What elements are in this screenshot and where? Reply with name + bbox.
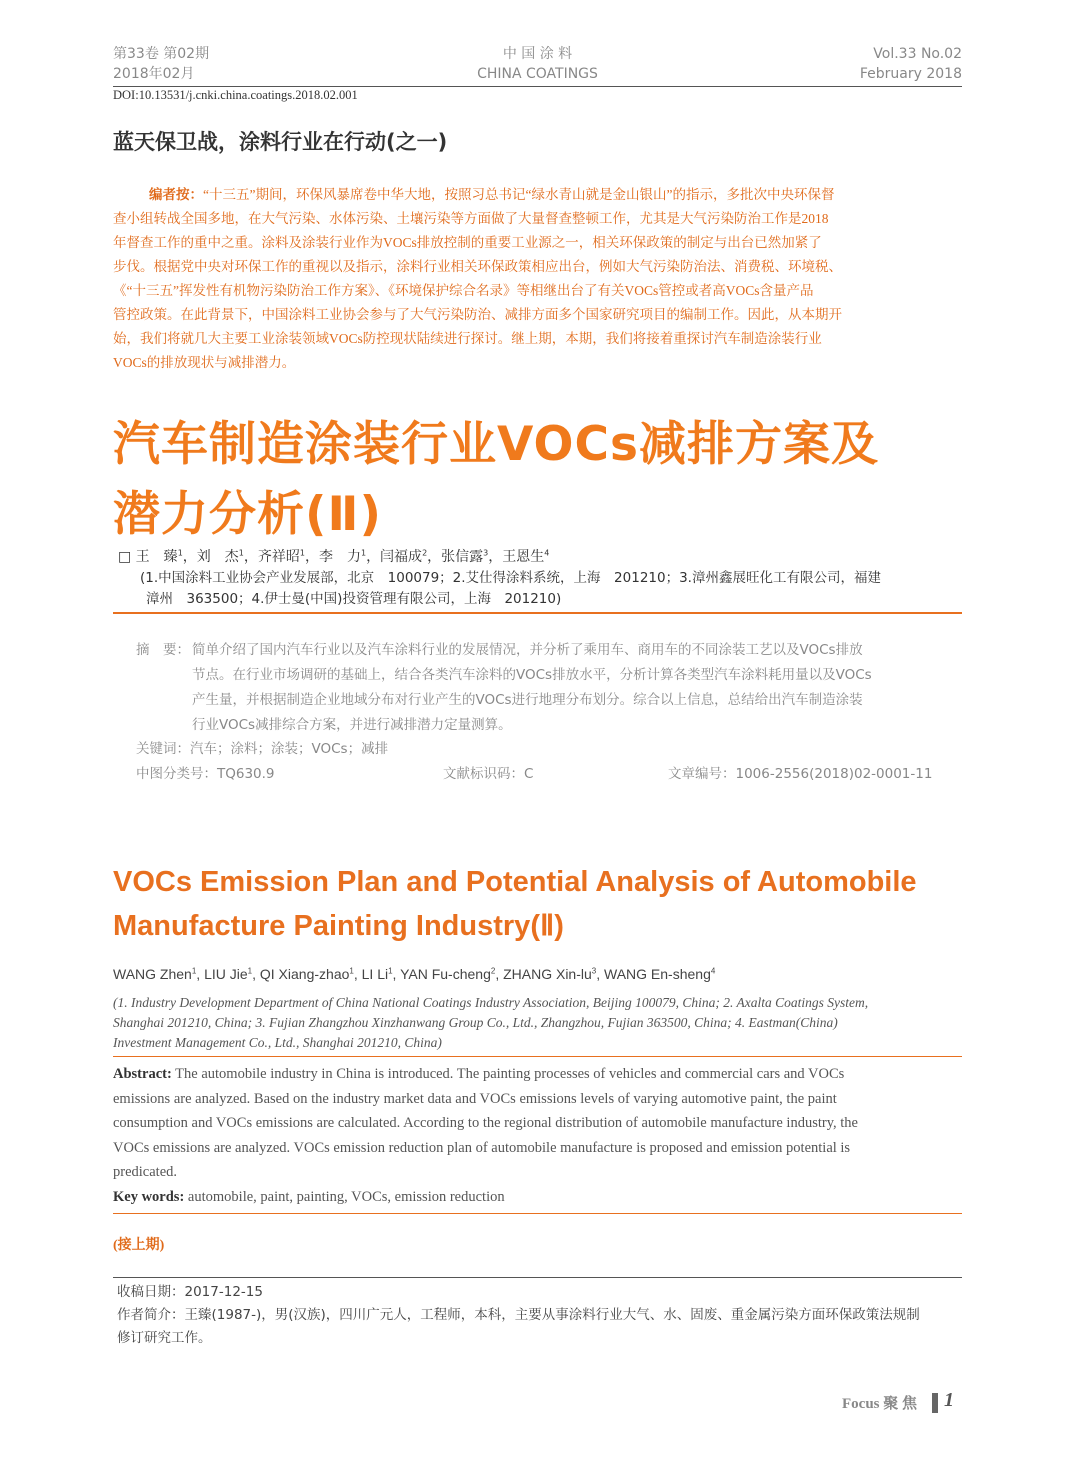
title-en bbox=[113, 860, 917, 948]
editor-note-line: 《“十三五”挥发性有机物污染防治工作方案》、《环境保护综合名录》等相继出台了有关VOCs管控或者高VOCs含量产品 bbox=[113, 283, 814, 298]
editor-note-line: 管控政策。在此背景下，中国涂料工业协会参与了大气污染防治、减排方面多个国家研究项目的编制工作。因此，从本期开 bbox=[113, 307, 842, 322]
abstract-cn-line: 行业VOCs减排综合方案，并进行减排潜力定量测算。 bbox=[192, 717, 512, 733]
author-en: , LI Li$^1$ bbox=[353, 966, 393, 982]
abstract-en-label: Abstract: bbox=[113, 1066, 172, 1082]
author-en: , ZHANG Xin-$lu^3$ bbox=[495, 966, 597, 982]
abstract-cn-line: 简单介绍了国内汽车行业以及汽车涂料行业的发展情况，并分析了乘用车、商用车的不同涂装工艺以及VOCs排放 bbox=[192, 642, 863, 658]
author-en: , LIU Jie$^1$ bbox=[196, 966, 253, 982]
header-journal-cn: 中 国 涂 料 bbox=[502, 46, 573, 62]
footnote-rule bbox=[113, 1277, 962, 1278]
doi: DOI:10.13531/j.cnki.china.coatings.2018.02.001 bbox=[113, 88, 358, 102]
header-date-cn: 2018年02月 bbox=[113, 66, 195, 82]
article-number: 文章编号：1006-2556(2018)02-0001-11 bbox=[668, 766, 933, 782]
author-bio-line: 修订研究工作。 bbox=[117, 1330, 212, 1346]
editor-note-line: 始，我们将就几大主要工业涂装领域VOCs防控现状陆续进行探讨。继上期，本期，我们将接着重探讨汽车制造涂装行业 bbox=[113, 331, 822, 346]
title-cn-line: 潜力分析(Ⅱ) bbox=[113, 487, 382, 542]
abstract-cn-label: 摘 要： bbox=[136, 642, 190, 658]
author-cn: ，齐祥昭$^1$ bbox=[243, 548, 305, 565]
author-en: , WANG En-sheng$^4$ bbox=[596, 966, 716, 982]
keywords-en: automobile, paint, painting, VOCs, emission reduction bbox=[184, 1188, 505, 1205]
title-en-line: VOCs Emission Plan and Potential Analysis of Automobile bbox=[113, 866, 917, 898]
affiliation-en-line: (1. Industry Development Department of China National Coatings Industry Association, Beijing 100079, China; 2. Axalta Coatings System, bbox=[113, 995, 869, 1010]
author-bio-line: 作者简介：王臻(1987-)，男(汉族)，四川广元人，工程师，本科，主要从事涂料行业大气、水、固废、重金属污染方面环保政策法规制 bbox=[117, 1307, 920, 1323]
editor-note-line: “十三五”期间，环保风暴席卷中华大地，按照习总书记“绿水青山就是金山银山”的指示，多批次中央环保督 bbox=[203, 187, 835, 202]
affiliation-cn-line: (1.中国涂料工业协会产业发展部，北京 100079；2.艾仕得涂料系统，上海 201210；3.漳州鑫展旺化工有限公司，福建 bbox=[140, 570, 881, 586]
author-cn: □ 王 臻$^1$ bbox=[118, 548, 183, 565]
affiliation-en-line: Shanghai 201210, China; 3. Fujian Zhangzhou Xinzhanwang Group Co., Ltd., Zhangzhou, Fujian 363500, China; 4. Eastman(China) bbox=[113, 1015, 838, 1030]
continued-note: (接上期) bbox=[113, 1238, 165, 1253]
footer-section: Focus 聚 焦 bbox=[842, 1396, 918, 1412]
abstract-en-line: VOCs emissions are analyzed. VOCs emission reduction plan of automobile manufacture is proposed and emission potential is bbox=[113, 1139, 851, 1156]
divider-orange bbox=[113, 1056, 962, 1057]
abstract-cn-line: 节点。在行业市场调研的基础上，结合各类汽车涂料的VOCs排放水平，分析计算各类型汽车涂料耗用量以及VOCs bbox=[192, 667, 872, 683]
author-en: WANG Zhen$^1$ bbox=[113, 966, 197, 982]
author-cn: ，王恩生$^4$ bbox=[488, 548, 550, 565]
authors-cn bbox=[118, 546, 549, 566]
header-rule bbox=[113, 86, 962, 87]
author-cn: ，闫福成$^2$ bbox=[366, 548, 428, 565]
header-volume-en: Vol.33 No.02 bbox=[873, 46, 962, 62]
affiliation-cn-line: 漳州 363500；4.伊士曼(中国)投资管理有限公司，上海 201210) bbox=[146, 591, 562, 607]
editor-note-line: 查小组转战全国多地，在大气污染、水体污染、土壤污染等方面做了大量督查整顿工作，尤其是大气污染防治工作是2018 bbox=[113, 211, 829, 226]
abstract-en-line: emissions are analyzed. Based on the industry market data and VOCs emissions levels of varying automotive paint, the paint bbox=[113, 1090, 837, 1107]
classification: 中图分类号：TQ630.9 bbox=[136, 766, 275, 782]
abstract-en-line: The automobile industry in China is introduced. The painting processes of vehicles and commercial cars and VOCs bbox=[171, 1066, 845, 1082]
author-en: , YAN Fu-cheng$^2$ bbox=[392, 966, 496, 982]
title-en-line: Manufacture Painting Industry(Ⅱ) bbox=[113, 910, 564, 942]
header-date-en: February 2018 bbox=[859, 66, 962, 82]
editor-note-line: VOCs的排放现状与减排潜力。 bbox=[113, 355, 296, 370]
authors-en bbox=[113, 966, 715, 982]
divider-orange bbox=[113, 1213, 962, 1214]
author-cn: ，李 力$^1$ bbox=[304, 548, 367, 565]
affiliation-en-line: Investment Management Co., Ltd., Shanghai 201210, China) bbox=[113, 1035, 442, 1050]
header-journal-en: CHINA COATINGS bbox=[477, 66, 598, 82]
header-volume-cn: 第33卷 第02期 bbox=[113, 46, 210, 62]
editor-note-label: 编者按： bbox=[149, 187, 203, 202]
abstract-cn bbox=[192, 638, 962, 738]
author-cn: ，刘 杰$^1$ bbox=[182, 548, 244, 565]
doc-code: 文献标识码：C bbox=[443, 766, 534, 782]
author-cn: ，张信露$^3$ bbox=[427, 548, 489, 565]
page-number: 1 bbox=[944, 1389, 954, 1411]
column-title: 蓝天保卫战，涂料行业在行动(之一) bbox=[113, 130, 448, 154]
abstract-en-line: consumption and VOCs emissions are calculated. According to the regional distribution of automobile manufacture industry, the bbox=[113, 1115, 858, 1131]
editor-note-line: 步伐。根据党中央对环保工作的重视以及指示，涂料行业相关环保政策相应出台，例如大气污染防治法、消费税、环境税、 bbox=[113, 259, 842, 274]
affiliation-cn bbox=[140, 568, 960, 610]
footnote bbox=[117, 1281, 962, 1350]
divider-orange bbox=[113, 612, 962, 614]
editor-note bbox=[113, 183, 963, 375]
keywords-cn: 关键词：汽车；涂料；涂装；VOCs；减排 bbox=[136, 741, 389, 757]
title-cn-line: 汽车制造涂装行业VOCs减排方案及 bbox=[113, 417, 879, 472]
editor-note-line: 年督查工作的重中之重。涂料及涂装行业作为VOCs排放控制的重要工业源之一，相关环保政策的制定与出台已然加紧了 bbox=[113, 235, 822, 250]
abstract-cn-line: 产生量，并根据制造企业地域分布对行业产生的VOCs进行地理分布划分。综合以上信息，总结给出汽车制造涂装 bbox=[192, 692, 863, 708]
affiliation-en bbox=[113, 993, 963, 1053]
keywords-en-label: Key words: bbox=[113, 1188, 185, 1205]
footer-bar bbox=[932, 1393, 938, 1413]
received-date: 收稿日期：2017-12-15 bbox=[117, 1284, 263, 1300]
title-cn bbox=[113, 410, 879, 550]
abstract-en-line: predicated. bbox=[113, 1164, 178, 1180]
abstract-en bbox=[113, 1062, 963, 1209]
author-en: , QI Xiang-zhao$^1$ bbox=[252, 966, 354, 982]
